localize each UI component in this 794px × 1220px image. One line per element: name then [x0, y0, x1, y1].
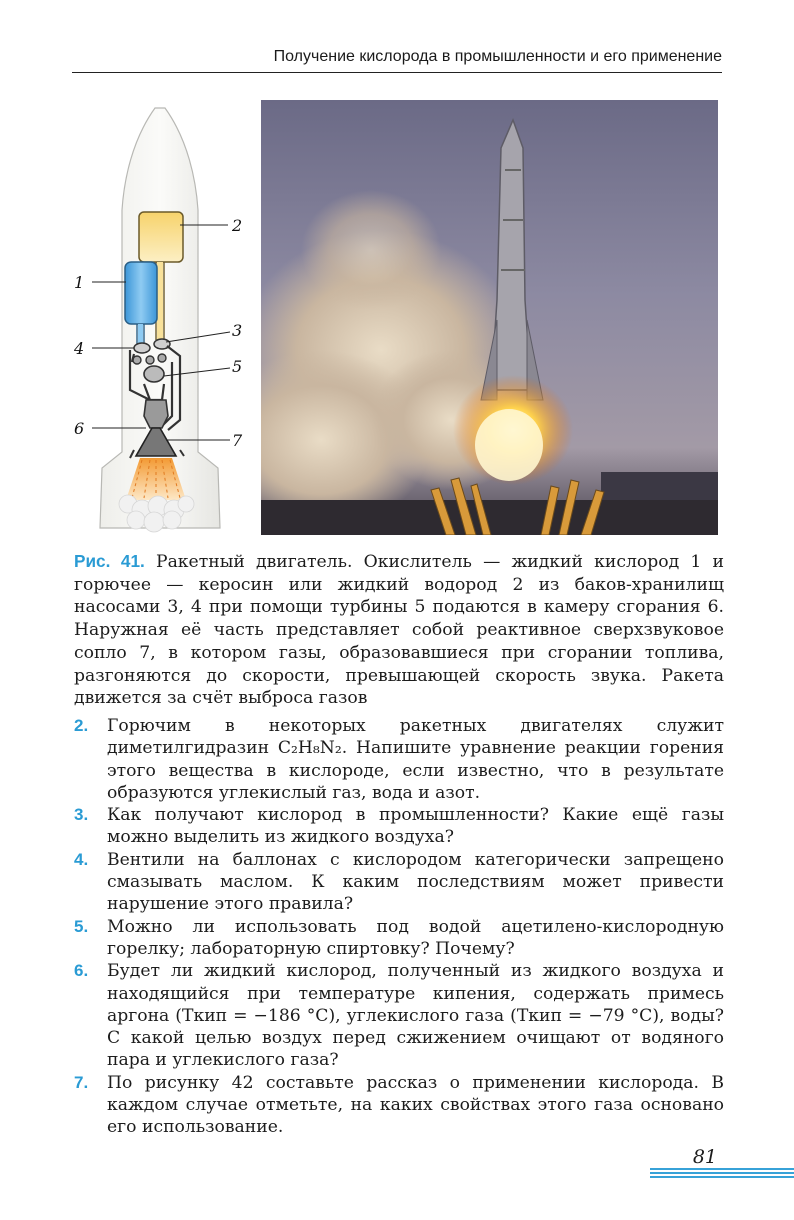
footer-stripes: [650, 1168, 794, 1180]
label-3: 3: [232, 321, 243, 340]
label-1: 1: [74, 273, 85, 292]
question-text: Будет ли жидкий кислород, полученный из жидкого воздуха и находящийся при температуре кипения, содержать примесь аргона (Tкип = −186 °C), углекислого газа (Tкип = −79 °C), воды? С какой целью воздух перед сжижением очищают от водяного пара и углекислого газа?: [107, 961, 724, 1071]
label-4: 4: [74, 339, 85, 358]
label-5: 5: [232, 357, 243, 376]
question-text: По рисунку 42 составьте рассказ о применении кислорода. В каждом случае отметьте, на каких свойствах этого газа основано его использование.: [107, 1072, 724, 1138]
question-text: Горючим в некоторых ракетных двигателях служит диметилгидразин C₂H₈N₂. Напишите уравнение реакции горения этого вещества в кислороде, если известно, что в результате образуются углекислый газ, вода и азот.: [107, 716, 724, 803]
question-number: 6.: [74, 961, 89, 981]
caption-text: Ракетный двигатель. Окислитель — жидкий кислород 1 и горючее — керосин или жидкий водород 2 из баков-хранилищ насосами 3, 4 при помощи турбины 5 подаются в камеру сгорания 6. Наружная её часть представляет собой реактивное сверхзвуковое сопло 7, в котором газы, образовавшиеся при сгорании топлива, разгоняются до скорости, превышающей скорость звука. Ракета движется за счёт выброса газов: [74, 552, 724, 709]
question-item: [74, 1072, 724, 1139]
label-6: 6: [74, 419, 85, 438]
question-number: 5.: [74, 916, 89, 936]
oxidizer-tank: [125, 262, 157, 324]
page-number: 81: [692, 1146, 717, 1168]
question-list: [74, 715, 724, 1139]
rocket-engine-diagram: [72, 100, 262, 540]
question-text: Как получают кислород в промышленности? Какие ещё газы можно выделить из жидкого воздуха?: [107, 805, 724, 848]
fuel-tank: [139, 212, 183, 262]
question-number: 2.: [74, 716, 89, 735]
question-item: [74, 849, 724, 916]
figure-caption: [74, 550, 724, 710]
combustion-chamber: [144, 400, 168, 428]
running-header: Получение кислорода в промышленности и его применение: [273, 48, 722, 65]
question-item: [74, 960, 724, 1071]
question-item: [74, 916, 724, 961]
question-number: 7.: [74, 1072, 89, 1092]
question-item: [74, 715, 724, 804]
question-number: 3.: [74, 805, 89, 825]
label-2: 2: [232, 216, 243, 235]
figure-label: Рис. 41.: [74, 551, 145, 571]
question-item: [74, 804, 724, 849]
rocket-launch-photo: [261, 100, 718, 535]
header-rule: [72, 72, 722, 73]
turbine: [144, 366, 164, 382]
question-text: Можно ли использовать под водой ацетилено-кислородную горелку; лабораторную спиртовку? Почему?: [107, 916, 724, 959]
question-text: Вентили на баллонах с кислородом категорически запрещено смазывать маслом. К каким последствиям может привести нарушение этого правила?: [107, 849, 724, 915]
label-7: 7: [232, 431, 243, 450]
question-number: 4.: [74, 849, 89, 869]
